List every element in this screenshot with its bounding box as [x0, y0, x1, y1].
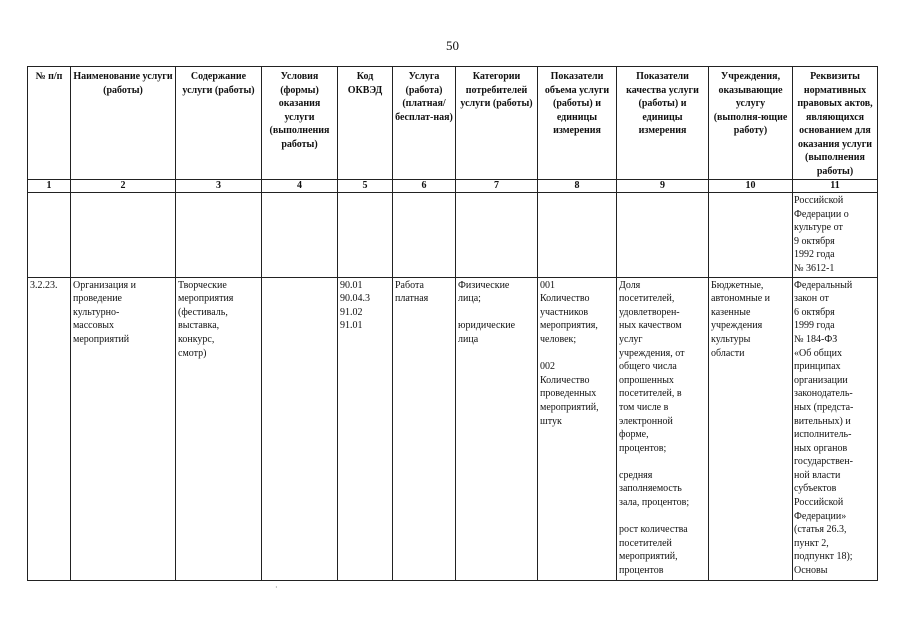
empty-cell	[617, 193, 709, 278]
header-cell-5: Код ОКВЭД	[338, 67, 393, 180]
header-cell-9: Показатели качества услуги (работы) и единицы измерения	[617, 67, 709, 180]
column-number: 11	[793, 180, 878, 193]
service-name-cell: Организация и проведение культурно- массовых мероприятий	[71, 277, 176, 580]
header-cell-4: Условия (формы) оказания услуги (выполнения работы)	[262, 67, 338, 180]
column-number: 10	[709, 180, 793, 193]
column-number: 3	[176, 180, 262, 193]
okved-code-cell: 90.01 90.04.3 91.02 91.01	[338, 277, 393, 580]
empty-cell	[71, 193, 176, 278]
continuation-row	[28, 193, 878, 278]
item-number-cell: 3.2.23.	[28, 277, 71, 580]
services-table	[27, 66, 878, 581]
volume-indicators-cell: 001 Количество участников мероприятия, человек; 002 Количество проведенных мероприятий, штук	[538, 277, 617, 580]
scan-mark: ·	[275, 583, 278, 592]
page-number: 50	[446, 38, 459, 53]
service-row	[28, 277, 878, 580]
column-number: 5	[338, 180, 393, 193]
column-number: 8	[538, 180, 617, 193]
header-cell-10: Учреждения, оказывающие услугу (выполня-ющие работу)	[709, 67, 793, 180]
empty-cell	[393, 193, 456, 278]
column-number: 6	[393, 180, 456, 193]
column-number: 2	[71, 180, 176, 193]
empty-cell	[456, 193, 538, 278]
paid-status-cell: Работа платная	[393, 277, 456, 580]
header-cell-1: № п/п	[28, 67, 71, 180]
institutions-cell: Бюджетные, автономные и казенные учреждения культуры области	[709, 277, 793, 580]
column-number-row	[28, 180, 878, 193]
header-cell-11: Реквизиты нормативных правовых актов, являющихся основанием для оказания услуги (выполнения работы)	[793, 67, 878, 180]
column-number: 1	[28, 180, 71, 193]
empty-cell	[28, 193, 71, 278]
empty-cell	[176, 193, 262, 278]
header-row	[28, 67, 878, 180]
service-content-cell: Творческие мероприятия (фестиваль, выставка, конкурс, смотр)	[176, 277, 262, 580]
empty-cell	[338, 193, 393, 278]
empty-cell	[709, 193, 793, 278]
empty-cell	[538, 193, 617, 278]
quality-indicators-cell: Доля посетителей, удовлетворен- ных качеством услуг учреждения, от общего числа опрошенных посетителей, в том числе в электронной форме, процентов; средняя заполняемость зала, процентов; рост количества посетителей мероприятий, процентов	[617, 277, 709, 580]
header-cell-2: Наименование услуги (работы)	[71, 67, 176, 180]
column-number: 9	[617, 180, 709, 193]
service-conditions-cell	[262, 277, 338, 580]
column-number: 7	[456, 180, 538, 193]
column-number: 4	[262, 180, 338, 193]
legal-acts-cell: Федеральный закон от 6 октября 1999 года № 184-ФЗ «Об общих принципах организации законодатель- ных (предста- вительных) и исполнитель- ных органов государствен- ной власти субъектов Российской Федерации» (статья 26.3, пункт 2, подпункт 18); Основы	[793, 277, 878, 580]
header-cell-8: Показатели объема услуги (работы) и единицы измерения	[538, 67, 617, 180]
header-cell-7: Категории потребителей услуги (работы)	[456, 67, 538, 180]
consumer-categories-cell: Физические лица; юридические лица	[456, 277, 538, 580]
legal-acts-continuation-cell: Российской Федерации о культуре от 9 октября 1992 года № 3612-1	[793, 193, 878, 278]
empty-cell	[262, 193, 338, 278]
header-cell-3: Содержание услуги (работы)	[176, 67, 262, 180]
header-cell-6: Услуга (работа) (платная/ бесплат-ная)	[393, 67, 456, 180]
